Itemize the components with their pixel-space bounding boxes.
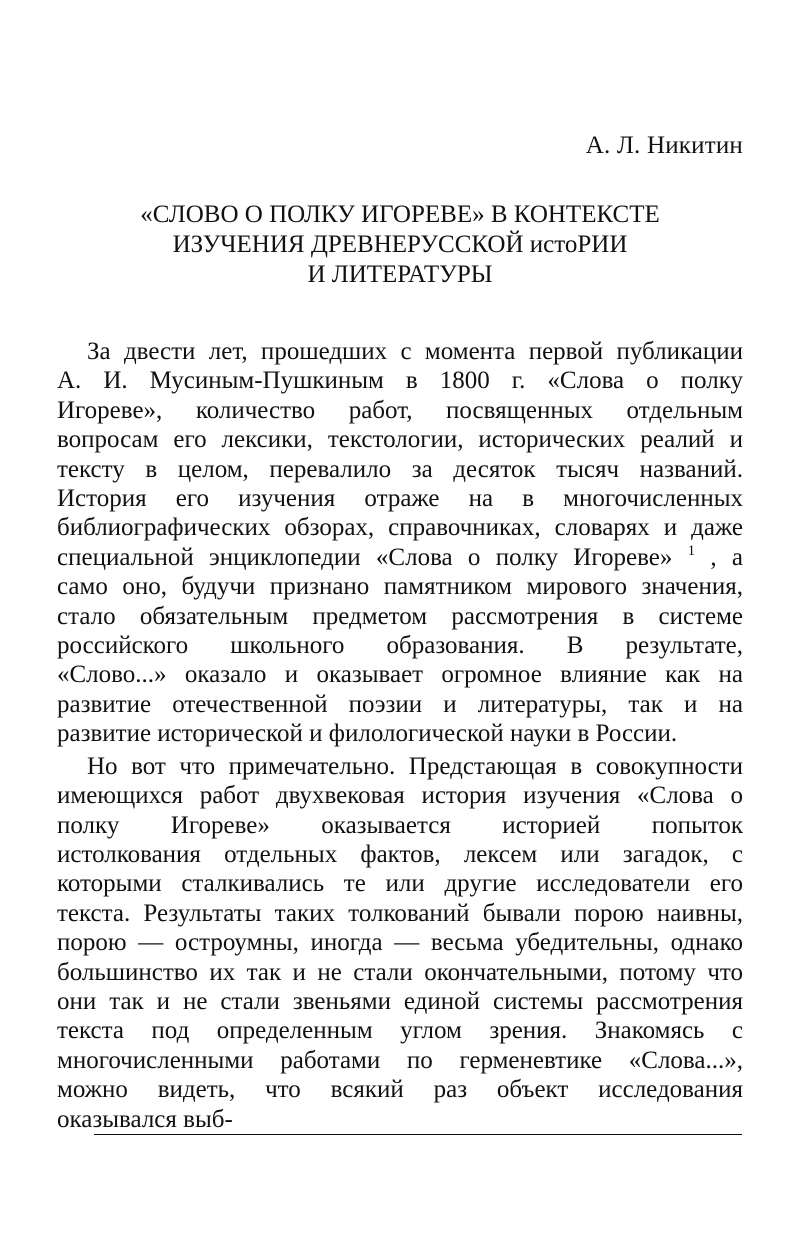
text-line: Игореве», количество работ, посвященных отдельным xyxy=(57,396,743,424)
article-title xyxy=(60,200,740,290)
text-line: История его изучения отраже на в многочисленных xyxy=(57,485,743,513)
text-line: большинство их так и не стали окончательными, потому что xyxy=(57,958,743,986)
text-line: которыми сталкивались те или другие исследователи его xyxy=(57,870,743,898)
text-line: можно видеть, что всякий раз объект исследования xyxy=(57,1076,743,1104)
text-line: текста. Результаты таких толкований бывали порою наивны, xyxy=(57,899,743,927)
text-line: имеющихся работ двухвековая история изучения «Слова о xyxy=(57,782,743,810)
text-line: Но вот что примечательно. Предстающая в совокупности xyxy=(87,752,743,780)
footnote-reference[interactable]: 1 xyxy=(687,542,696,559)
paragraph-1 xyxy=(57,337,743,749)
text-line: полку Игореве» оказывается историей попыток xyxy=(57,811,743,839)
title-line-2: ИЗУЧЕНИЯ ДРЕВНЕРУССКОЙ истоРИИ xyxy=(172,231,628,258)
text-line: порою — остроумны, иногда — весьма убедительны, однако xyxy=(57,929,743,957)
footnote-separator-rule xyxy=(94,1134,742,1135)
title-line-3: И ЛИТЕРАТУРЫ xyxy=(307,261,493,288)
text-line: За двести лет, прошедших с момента первой публикации xyxy=(87,338,743,365)
text-line: «Слово...» оказало и оказывает огромное влияние как на xyxy=(57,661,743,689)
text-line: библиографических обзорах, справочниках, словарях и даже xyxy=(57,514,743,542)
text-line: текста под определенным углом зрения. Знакомясь с xyxy=(57,1017,743,1045)
paragraph-2 xyxy=(57,752,743,1134)
text-line: истолкования отдельных фактов, лексем или загадок, с xyxy=(57,840,743,868)
text-line: многочисленными работами по герменевтике «Слова...», xyxy=(57,1046,743,1074)
text-line-with-footnote xyxy=(57,543,743,572)
text-line: вопросам его лексики, текстологии, исторических реалий и xyxy=(57,426,743,454)
text-line: развитие исторической и филологической науки в России. xyxy=(57,720,678,748)
text-line: они так и не стали звеньями единой системы рассмотрения xyxy=(57,987,743,1015)
text-line: стало обязательным предметом рассмотрения в системе xyxy=(57,602,743,630)
text-segment: , а xyxy=(710,543,744,571)
article-body xyxy=(57,337,743,1134)
title-line-1: «СЛОВО О ПОЛКУ ИГОРЕВЕ» В КОНТЕКСТЕ xyxy=(140,201,660,228)
text-line: тексту в целом, перевалило за десяток тысяч названий. xyxy=(57,455,743,483)
text-line: оказывался выб- xyxy=(57,1105,233,1133)
author-name: А. Л. Никитин xyxy=(585,132,743,159)
text-segment: специальной энциклопедии «Слова о полку Игореве» xyxy=(57,543,673,571)
text-line: российского школьного образования. В результате, xyxy=(57,632,743,660)
text-line: само оно, будучи признано памятником мирового значения, xyxy=(57,573,743,601)
text-line: А. И. Мусиным-Пушкиным в 1800 г. «Слова о полку xyxy=(57,367,743,395)
text-line: развитие отечественной поэзии и литературы, так и на xyxy=(57,690,743,718)
